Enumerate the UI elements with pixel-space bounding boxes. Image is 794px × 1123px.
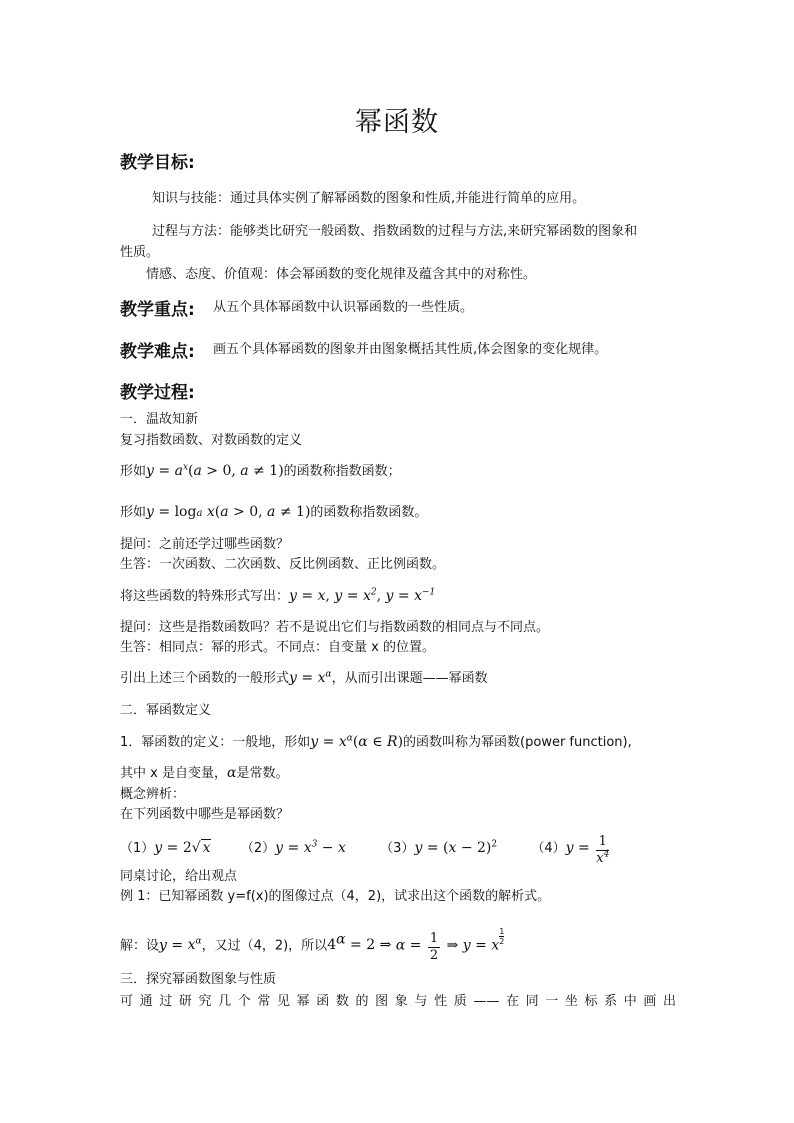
section-2-title: 二．幂函数定义: [120, 703, 212, 718]
goal-attitude: 情感、态度、价值观：体会幂函数的变化规律及蕴含其中的对称性。: [146, 267, 537, 282]
process-heading: 教学过程:: [120, 383, 195, 403]
discuss-line: 同桌讨论，给出观点: [120, 869, 238, 884]
section-3-text: 可通过研究几个常见幂函数的图象与性质——在同一坐标系中画出: [120, 994, 676, 1009]
exp-definition: 形如$y = a^x(a > 0$, a ≠ 1)的函数称指数函数；: [120, 462, 401, 479]
power-function-definition: 1．幂函数的定义：一般地，形如$y = x^\alpha(\alpha$ ∈ R)的函数叫称为幂函数(power function),: [120, 733, 632, 750]
section-3-title: 三．探究幂函数图象与性质: [120, 972, 277, 987]
options-row: （1）y = 2√ x $(2)y = x^3 - x$ $(3)y = (x - 2)^2$ （4）y = $\frac{1}{x^4}$: [120, 834, 610, 866]
concept-analysis: 概念辨析：: [120, 787, 186, 802]
goals-heading: 教学目标:: [120, 153, 195, 173]
question-1: 提问：之前还学过哪些函数？: [120, 537, 290, 552]
solution-line: 解：设$y = x^\alpha$，又过（4，2)，所以$4^\alpha = 2$ ⇒ α = $\frac{1}{2}$ ⇒ y = x $\frac{1}{2}$: [120, 927, 505, 964]
goal-process-line2: 性质。: [120, 245, 160, 260]
which-question: 在下列函数中哪些是幂函数？: [120, 807, 290, 822]
section-1-title: 一．温故知新: [120, 412, 199, 427]
page-title: 幂函数: [355, 107, 439, 138]
difficulty-heading: 教学难点:: [120, 342, 195, 362]
special-forms: 将这些函数的特殊形式写出：y = x, $y = x^2$, $y = x^{-1}$: [120, 587, 436, 604]
goal-knowledge: 知识与技能：通过具体实例了解幂函数的图象和性质,并能进行简单的应用。: [152, 191, 586, 206]
key-point-text: 从五个具体幂函数中认识幂函数的一些性质。: [213, 300, 474, 315]
log-definition: 形如y = loga x(a > 0, a ≠ 1)的函数称指数函数。: [120, 504, 428, 520]
difficulty-text: 画五个具体幂函数的图象并由图象概括其性质,体会图象的变化规律。: [213, 342, 608, 357]
answer-1: 生答：一次函数、二次函数、反比例函数、正比例函数。: [120, 557, 446, 572]
goal-process-line1: 过程与方法：能够类比研究一般函数、指数函数的过程与方法,来研究幂函数的图象和: [152, 224, 638, 239]
answer-2: 生答：相同点：幂的形式。不同点：自变量 x 的位置。: [120, 640, 435, 655]
definition-where: 其中 x 是自变量，α是常数。: [120, 765, 289, 781]
review-line: 复习指数函数、对数函数的定义: [120, 433, 303, 448]
key-point-heading: 教学重点:: [120, 300, 195, 320]
general-form: 引出上述三个函数的一般形式$y = x^\alpha$，从而引出课题——幂函数: [120, 669, 488, 686]
question-2: 提问：这些是指数函数吗？若不是说出它们与指数函数的相同点与不同点。: [120, 620, 550, 635]
example-1: 例 1：已知幂函数 y=f(x)的图像过点（4，2)，试求出这个函数的解析式。: [120, 889, 551, 904]
